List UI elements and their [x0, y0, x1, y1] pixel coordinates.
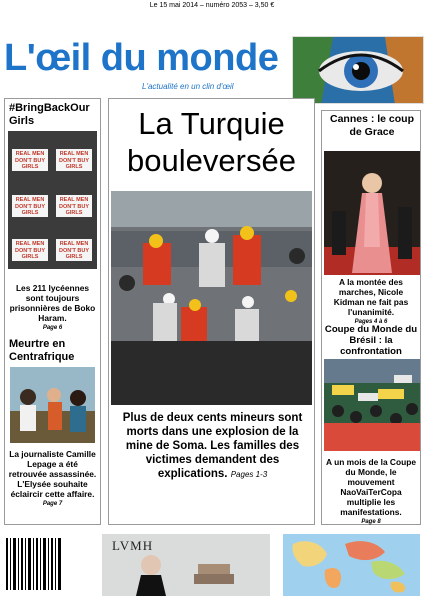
bringbackourgirls-story	[5, 283, 100, 333]
main-story-body: Plus de deux cents mineurs sont morts dans une explosion de la mine de Soma. Les familles des victimes demandent des explications.	[122, 412, 303, 480]
protest-sign: REAL MEN DON'T BUY GIRLS	[56, 239, 92, 261]
main-story	[108, 98, 315, 525]
newspaper-slogan: L'actualité en un clin d'œil	[142, 82, 234, 91]
lvmh-ad	[102, 534, 270, 596]
centrafrique-page: Page 7	[42, 501, 63, 507]
cannes-headline	[325, 113, 419, 139]
world-cup-headline	[322, 324, 420, 358]
masthead-header	[0, 18, 424, 94]
centrafrique-photo	[10, 367, 95, 443]
bringbackourgirls-text: Les 211 lycéennes sont toujours prisonnières de Boko Haram.	[9, 283, 96, 323]
world-cup-story	[322, 457, 420, 527]
right-column	[321, 110, 421, 525]
centrafrique-story	[5, 449, 100, 509]
main-story-text	[115, 411, 310, 482]
centrafrique-headline: Meurtre en Centrafrique	[9, 338, 75, 363]
protest-sign: REAL MEN DON'T BUY GIRLS	[56, 149, 92, 171]
issue-date-line: Le 15 mai 2014 – numéro 2053 – 3,50 €	[149, 2, 275, 9]
world-cup-photo	[324, 359, 420, 451]
protest-photo-collage	[8, 131, 97, 269]
protest-sign: REAL MEN DON'T BUY GIRLS	[12, 195, 48, 217]
cannes-headline-text: Cannes : le coup de Grace	[329, 113, 414, 138]
cannes-photo	[324, 151, 420, 275]
protest-sign: REAL MEN DON'T BUY GIRLS	[56, 195, 92, 217]
barcode	[2, 534, 66, 594]
left-column	[4, 98, 101, 525]
bringbackourgirls-headline: #BringBackOur Girls	[9, 102, 90, 127]
protest-sign: REAL MEN DON'T BUY GIRLS	[12, 239, 48, 261]
cannes-story	[322, 277, 420, 327]
lvmh-logo: LVMH	[112, 538, 154, 553]
world-cup-headline-text: Coupe du Monde du Brésil : la confrontation	[324, 324, 418, 358]
main-story-page: Pages 1-3	[230, 470, 268, 479]
world-map-ad	[283, 534, 420, 596]
bringbackourgirls-page: Page 6	[42, 325, 63, 331]
main-headline: La Turquie bouleversée	[127, 106, 296, 178]
eye-globe-image	[292, 36, 424, 104]
cannes-page: Pages 4 à 6	[354, 319, 388, 325]
world-cup-page: Page 8	[361, 519, 381, 525]
centrafrique-text: La journaliste Camille Lepage a été retrouvée assassinée. L'Elysée souhaite éclaircir cette affaire.	[8, 449, 97, 499]
cannes-text: A la montée des marches, Nicole Kidman ne fait pas l'unanimité.	[333, 277, 409, 317]
newspaper-title: L'œil du monde	[4, 37, 279, 79]
protest-sign: REAL MEN DON'T BUY GIRLS	[12, 149, 48, 171]
world-cup-text: A un mois de la Coupe du Monde, le mouvement NaoVaiTerCopa multiplie les manifestations.	[326, 457, 416, 517]
